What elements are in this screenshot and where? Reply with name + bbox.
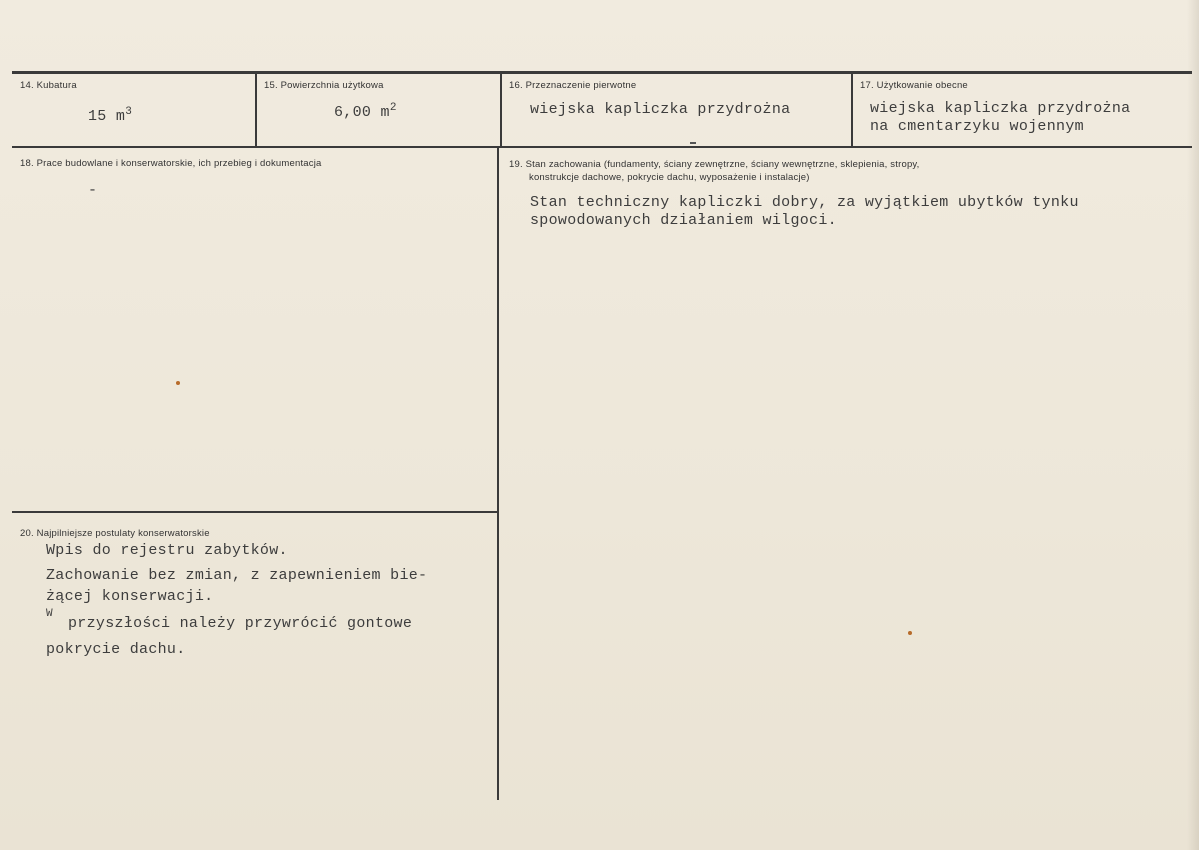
field-20-line-3: żącej konserwacji. [46, 588, 214, 605]
field-16-value: wiejska kapliczka przydrożna [530, 101, 791, 118]
field-18-value: - [88, 182, 98, 199]
field-20-line-5: pokrycie dachu. [46, 641, 186, 658]
field-20-label: 20. Najpilniejsze postulaty konserwatorskie [20, 528, 210, 539]
divider-16-17 [851, 72, 853, 147]
field-20-line-2: Zachowanie bez zmian, z zapewnieniem bie- [46, 567, 428, 584]
field-15-exponent: 2 [389, 102, 397, 114]
field-14-exponent: 3 [125, 106, 133, 118]
field-14-label: 14. Kubatura [20, 80, 77, 91]
main-column-divider [497, 147, 499, 800]
field-20-line-4: przyszłości należy przywrócić gontowe [68, 615, 413, 632]
field-16-label: 16. Przeznaczenie pierwotne [509, 80, 637, 91]
field-17-line-2: na cmentarzyku wojennym [870, 118, 1084, 135]
top-rule [12, 71, 1192, 74]
field-14-number: 15 m [88, 108, 126, 125]
field-19-line-2: spowodowanych działaniem wilgoci. [530, 212, 837, 229]
field-18-label: 18. Prace budowlane i konserwatorskie, ich przebieg i dokumentacja [20, 158, 322, 169]
field-15-label: 15. Powierzchnia użytkowa [264, 80, 384, 91]
field-14-value [88, 106, 132, 125]
field-17-line-1: wiejska kapliczka przydrożna [870, 100, 1131, 117]
field-20-line-1: Wpis do rejestru zabytków. [46, 542, 288, 559]
field-19-label-line-1: 19. Stan zachowania (fundamenty, ściany zewnętrzne, ściany wewnętrzne, sklepienia, stropy, [509, 159, 920, 170]
field-15-value [334, 102, 397, 121]
divider-14-15 [255, 72, 257, 147]
field-17-label: 17. Użytkowanie obecne [860, 80, 968, 91]
row18-bottom-rule [12, 511, 498, 513]
field-19-line-1: Stan techniczny kapliczki dobry, za wyjątkiem ubytków tynku [530, 194, 1079, 211]
paper-mark [690, 142, 696, 144]
card-edge-shadow [1187, 0, 1199, 850]
field-15-number: 6,00 m [334, 104, 390, 121]
field-19-label-line-2: konstrukcje dachowe, pokrycie dachu, wyposażenie i instalacje) [529, 172, 810, 183]
field-20-w-letter: W [46, 608, 53, 620]
paper-stain [176, 381, 180, 385]
paper-stain [908, 631, 912, 635]
row1-bottom-rule [12, 146, 1192, 148]
divider-15-16 [500, 72, 502, 147]
